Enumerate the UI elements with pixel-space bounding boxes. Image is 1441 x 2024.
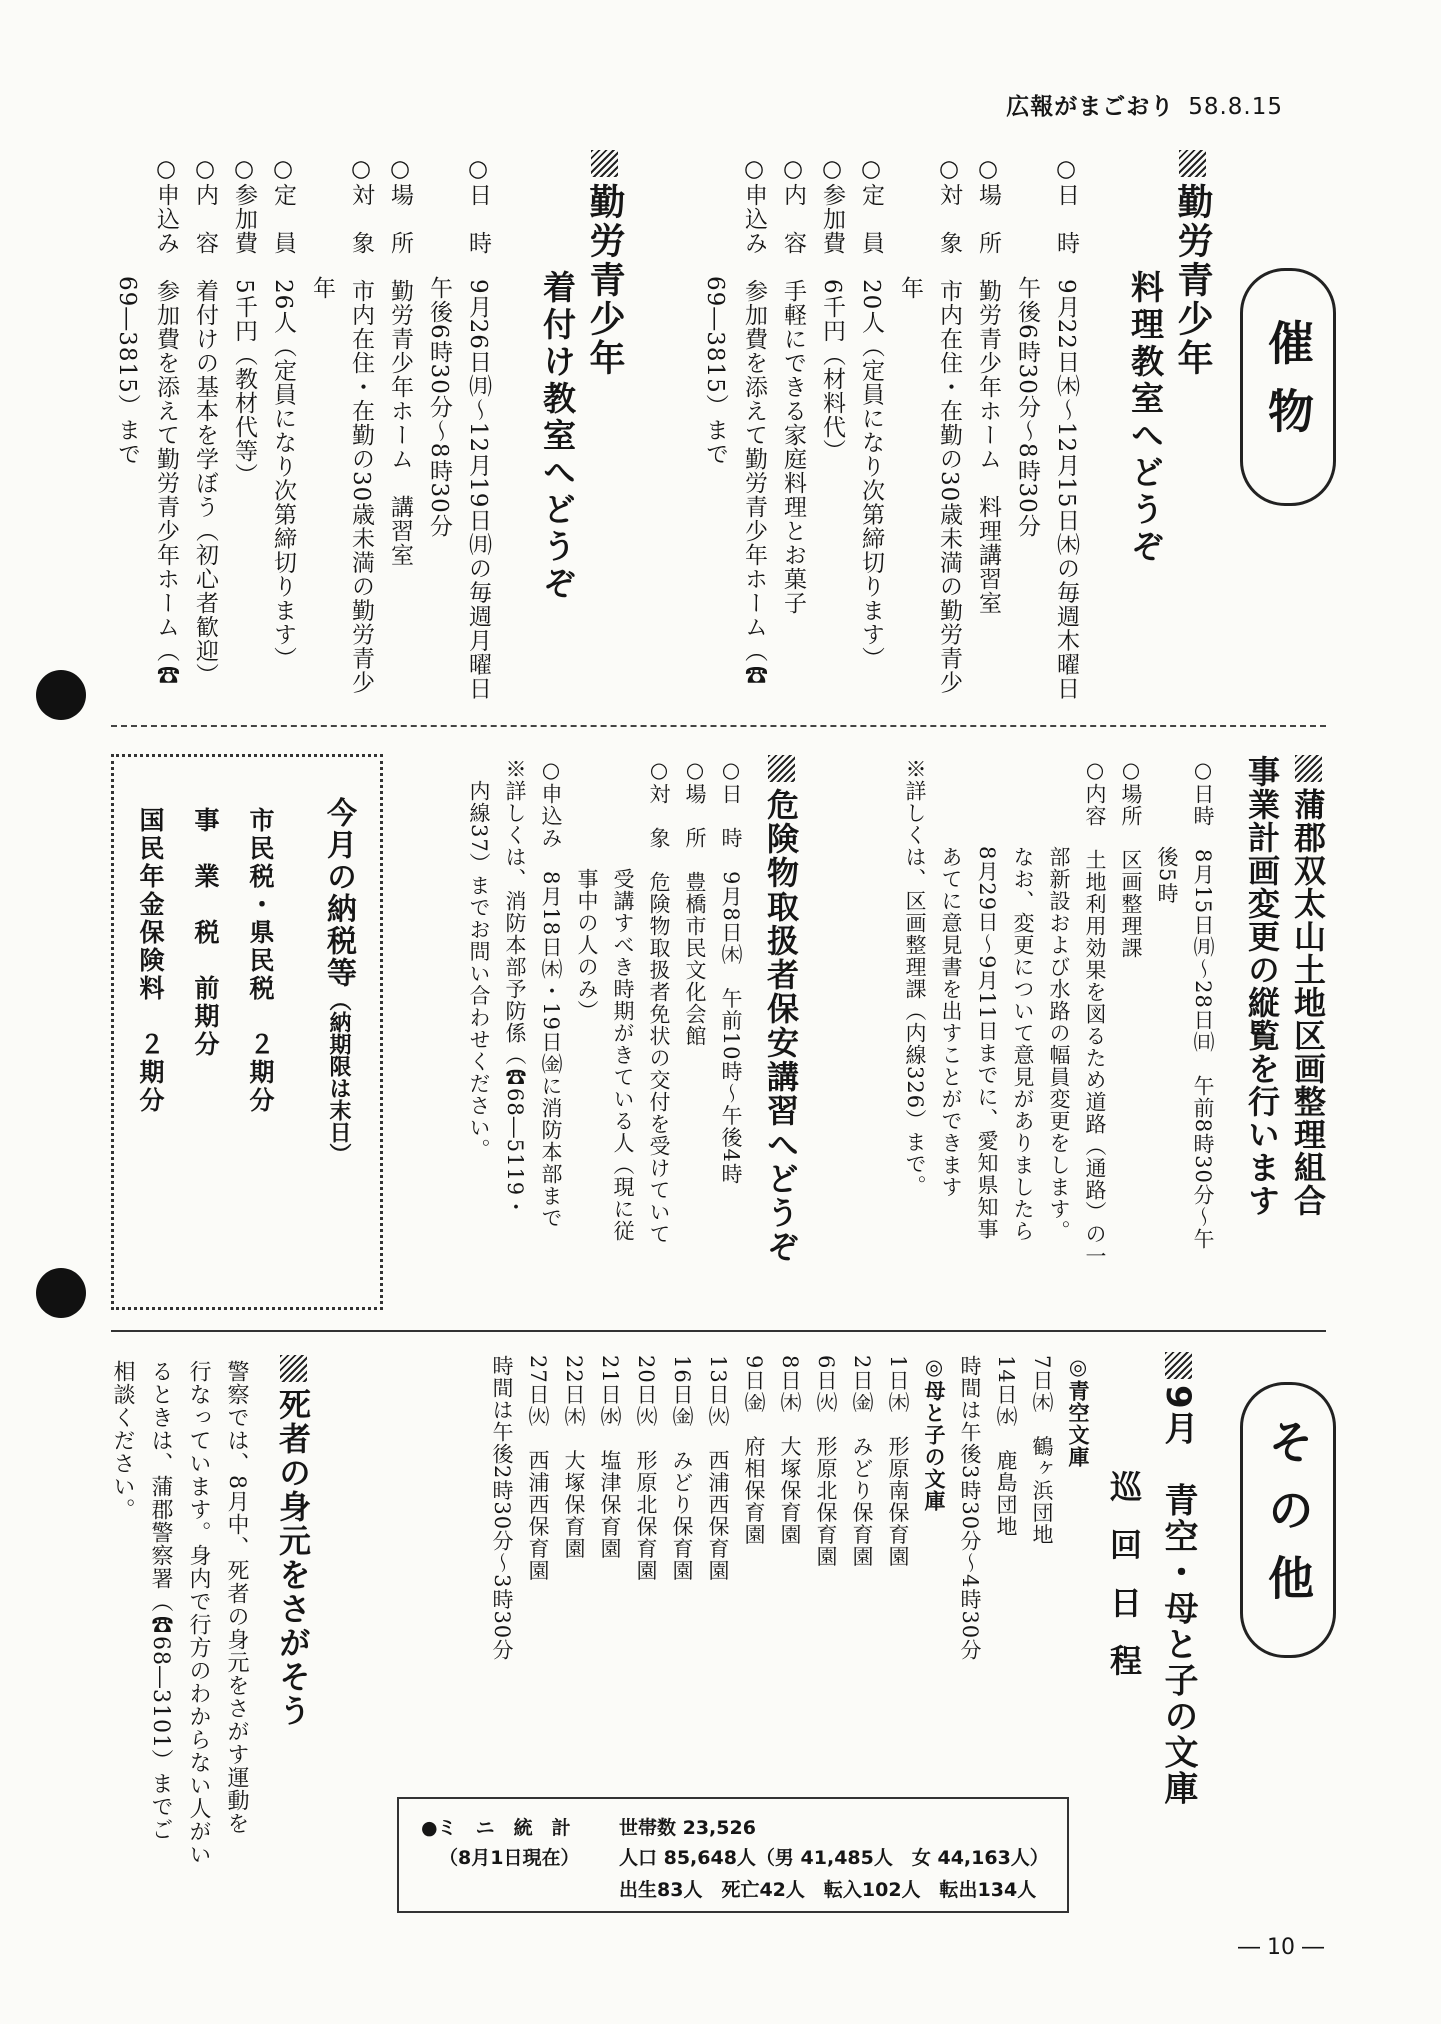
bunko-body: ◎青空文庫 7日㈭ 鶴ヶ浜団地 14日㈬ 鹿島団地 時間は午後3時30分～4時30分 ◎母と子の文庫 1日㈭ 形原南保育園 2日㈮ みどり保育園 6日㈫ 形原北保育園 8日㈭ 大塚保育園 9日㈮ 府相保育園 13日㈫ 西浦西保育園 16日㈮ みどり保育園 20日㈫ 形原北保育園 21日㈬ 塩津保育園 22日㈭ 大塚保育園 27日㈫ 西浦西保育園 時間は午後2時30分～3時30分: [490, 1355, 1090, 1662]
divider-middle: [111, 1330, 1326, 1332]
stats-vital: 出生83人 死亡42人 転入102人 転出134人: [619, 1879, 1037, 1901]
tax-rows: 市民税・県民税 ２期分 事 業 税 前期分 国民年金保険料 ２期分: [136, 807, 275, 1115]
stats-population: 人口 85,648人（男 41,485人 女 44,163人）: [619, 1847, 1049, 1869]
ryori-body: ○日 時 9月22日㈭～12月15日㈭の毎週木曜日 午後6時30分～8時30分 ○場 所 勤労青少年ホーム 料理講習室 ○対 象 市内在住・在勤の30歳未満の勤労青少 年 ○定 員 20人（定員になり次第締切ります） ○参加費 6千円（材料代） ○内 容 手軽にできる家庭料理とお菓子 ○申込み 参加費を添えて勤労青少年ホーム（☎ 69―3815）まで: [702, 156, 1079, 701]
badge-events: 催物: [1240, 268, 1336, 506]
hatch-icon: [591, 150, 618, 177]
stats-date: （8月1日現在）: [439, 1847, 580, 1869]
stats-label: ●ミ ニ 統 計: [421, 1817, 571, 1839]
mimoto-title: 死者の身元をさがそう: [270, 1355, 316, 1728]
mini-stats-box: [397, 1797, 1069, 1913]
kitsuke-body: ○日 時 9月26日㈪～12月19日㈪の毎週月曜日 午後6時30分～8時30分 ○場 所 勤労青少年ホーム 講習室 ○対 象 市内在住・在勤の30歳未満の勤労青少 年 ○定 員 26人（定員になり次第締切ります） ○参加費 5千円（教材代等） ○内 容 着付けの基本を学ぼう（初心者歓迎） ○申込み 参加費を添えて勤労青少年ホーム（☎ 69―3815）まで: [114, 156, 491, 701]
hatch-icon: [1179, 150, 1206, 177]
hatch-icon: [1165, 1352, 1192, 1379]
kukaku-title: 蒲郡双太山土地区画整理組合 事業計画変更の縦覧を行います: [1243, 755, 1327, 1217]
bunko-title: 9月 青空・母と子の文庫: [1154, 1352, 1203, 1807]
punch-hole: [36, 670, 86, 720]
kiken-title: 危険物取扱者保安講習へどうぞ: [758, 755, 804, 1264]
ryori-subtitle: 料理教室へどうぞ: [1126, 270, 1165, 566]
page-header: [1006, 88, 1283, 121]
tax-title: 今月の納税等（納期限は末日）: [321, 797, 356, 1165]
bunko-subtitle: 巡回日程: [1105, 1470, 1143, 1702]
divider-top: [111, 725, 1326, 727]
stats-households: 世帯数 23,526: [619, 1817, 756, 1839]
kitsuke-subtitle: 着付け教室へどうぞ: [538, 270, 577, 603]
hatch-icon: [768, 755, 795, 782]
header-title: 広報がまごおり: [1006, 94, 1175, 120]
badge-other: その他: [1240, 1382, 1336, 1658]
header-date: 58.8.15: [1188, 94, 1283, 120]
page-number: ― 10 ―: [1238, 1935, 1324, 1960]
hatch-icon: [280, 1355, 307, 1382]
kiken-body: ○日 時 9月8日㈭ 午前10時～午後4時 ○場 所 豊橋市民文化会館 ○対 象 危険物取扱者免状の交付を受けていて 受講すべき時期がきている人（現に従 事中の人のみ） ○申込み 8月18日㈭・19日㈮に消防本部まで ※詳しくは、消防本部予防係（☎68―5119・ 内線37）までお問い合わせください。: [467, 758, 743, 1245]
kitsuke-title: 勤労青少年: [579, 150, 630, 378]
kukaku-body: ○日時 8月15日㈪～28日㈰ 午前8時30分～午 後5時 ○場所 区画整理課 ○内容 土地利用効果を図るため道路（通路）の一 部新設および水路の幅員変更をします。 なお、変更について意見がありましたら 8月29日～9月11日までに、愛知県知事 あてに意見書を出すことができます ※詳しくは、区画整理課（内線326）まで。: [903, 758, 1215, 1267]
tax-box: [111, 754, 383, 1310]
hatch-icon: [1295, 755, 1322, 782]
mimoto-body: 警察では、8月中、死者の身元をさがす運動を 行なっています。身内で行方のわからない人がい るときは、蒲郡警察署（☎68―3101）までご 相談ください。: [110, 1360, 249, 1866]
ryori-title: 勤労青少年: [1167, 150, 1218, 378]
punch-hole: [36, 1268, 86, 1318]
